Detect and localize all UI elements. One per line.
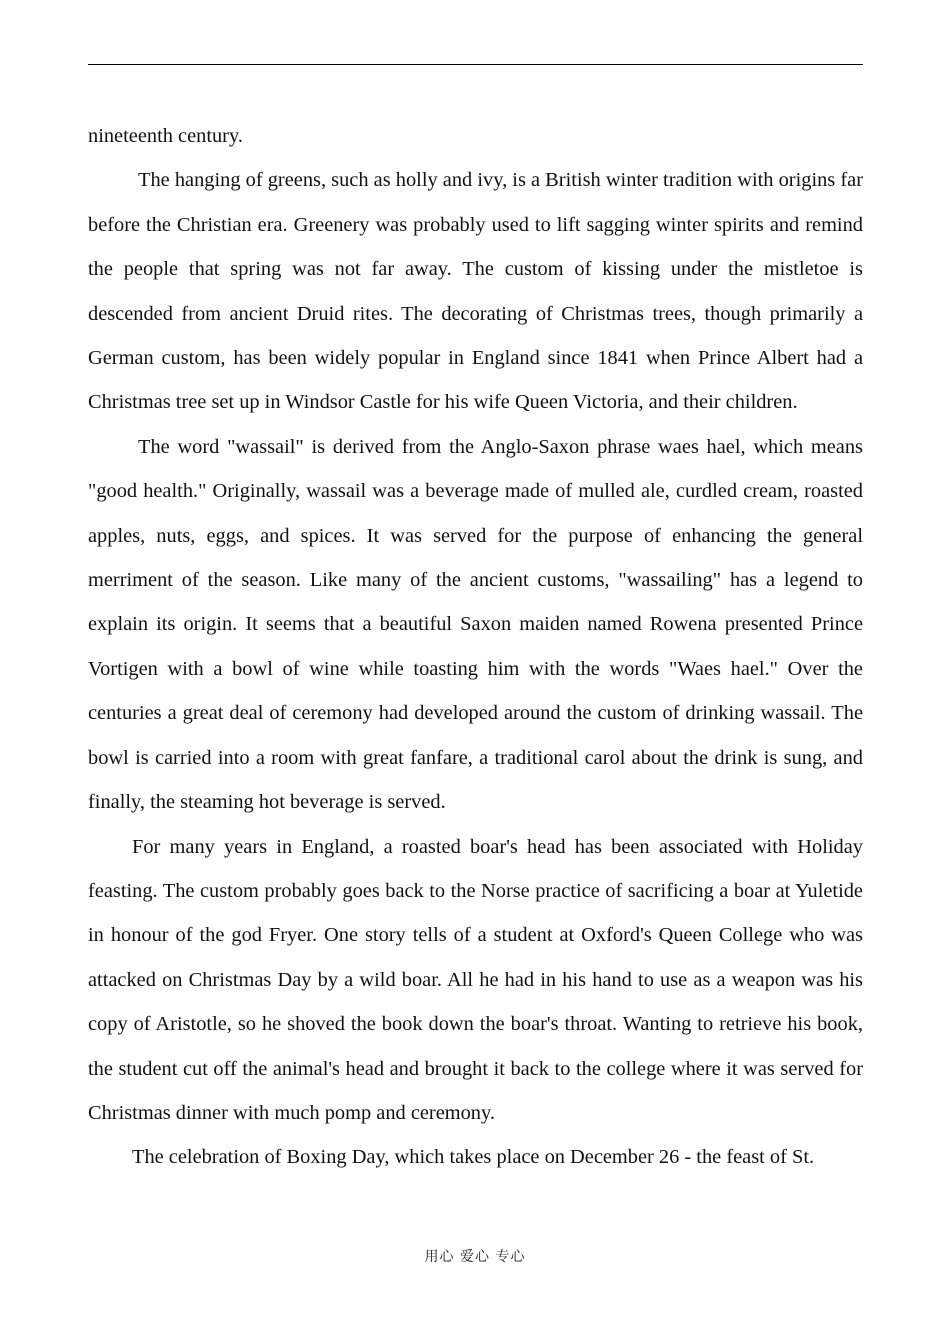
page-footer: 用心 爱心 专心	[424, 1249, 526, 1265]
paragraph-boxing-day: The celebration of Boxing Day, which takes place on December 26 - the feast of St.	[132, 1146, 815, 1169]
document-body	[88, 114, 863, 1180]
paragraph-wassail: The word "wassail" is derived from the Anglo-Saxon phrase waes hael, which means "good health." Originally, wassail was a beverage made of mulled ale, curdled cream, roasted apples, nuts, eggs, and spices. It was served for the purpose of enhancing the general merriment of the season. Like many of the ancient customs, "wassailing" has a legend to explain its origin. It seems that a beautiful Saxon maiden named Rowena presented Prince Vortigen with a bowl of wine while toasting him with the words "Waes hael." Over the centuries a great deal of ceremony had developed around the custom of drinking wassail. The bowl is carried into a room with great fanfare, a traditional carol about the drink is sung, and finally, the steaming hot beverage is served.	[88, 435, 863, 814]
paragraph-hanging-of-greens: The hanging of greens, such as holly and ivy, is a British winter tradition with origins far before the Christian era. Greenery was probably used to lift sagging winter spirits and remind the people that spring was not far away. The custom of kissing under the mistletoe is descended from ancient Druid rites. The decorating of Christmas trees, though primarily a German custom, has been widely popular in England since 1841 when Prince Albert had a Christmas tree set up in Windsor Castle for his wife Queen Victoria, and their children.	[88, 169, 863, 414]
paragraph-boars-head: For many years in England, a roasted boar's head has been associated with Holiday feasting. The custom probably goes back to the Norse practice of sacrificing a boar at Yuletide in honour of the god Fryer. One story tells of a student at Oxford's Queen College who was attacked on Christmas Day by a wild boar. All he had in his hand to use as a weapon was his copy of Aristotle, so he shoved the book down the boar's throat. Wanting to retrieve his book, the student cut off the animal's head and brought it back to the college where it was served for Christmas dinner with much pomp and ceremony.	[88, 835, 863, 1124]
header-rule	[88, 64, 863, 65]
paragraph-continuation: nineteenth century.	[88, 125, 243, 147]
